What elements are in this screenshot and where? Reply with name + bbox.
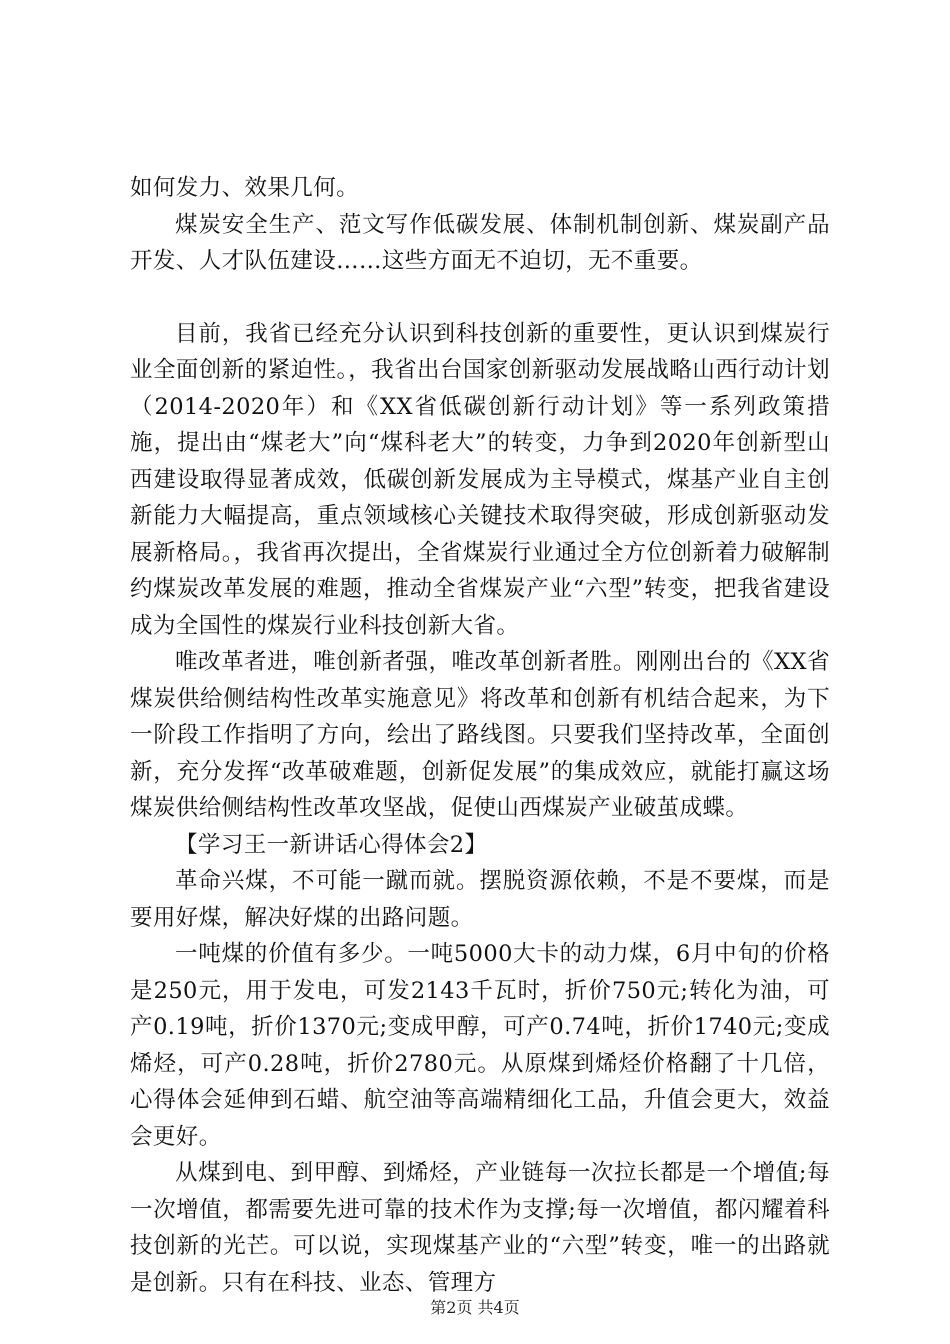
paragraph-3: 目前，我省已经充分认识到科技创新的重要性，更认识到煤炭行业全面创新的紧迫性。，我省出台国家创新驱动发展战略山西行动计划（2014-2020年）和《XX省低碳创新行动计划》等一系列政策措施，提出由“煤老大”向“煤科老大”的转变，力争到2020年创新型山西建设取得显著成效，低碳创新发展成为主导模式，煤基产业自主创新能力大幅提高，重点领域核心关键技术取得突破，形成创新驱动发展新格局。，我省再次提出，全省煤炭行业通过全方位创新着力破解制约煤炭改革发展的难题，推动全省煤炭产业“六型”转变，把我省建设成为全国性的煤炭行业科技创新大省。 [130, 320, 830, 639]
section-heading: 【学习王一新讲话心得体会2】 [175, 831, 488, 858]
paragraph-1: 如何发力、效果几何。 [130, 175, 360, 201]
paragraph-7: 从煤到电、到甲醇、到烯烃，产业链每一次拉长都是一个增值;每一次增值，都需要先进可靠的技术作为支撑;每一次增值，都闪耀着科技创新的光芒。可以说，实现煤基产业的“六型”转变，唯一的出路就是创新。只有在科技、业态、管理方 [130, 1160, 830, 1296]
page-number-footer: 第2页 共4页 [430, 1298, 520, 1317]
paragraph-6: 一吨煤的价值有多少。一吨5000大卡的动力煤，6月中旬的价格是250元，用于发电，可发2143千瓦时，折价750元;转化为油，可产0.19吨，折价1370元;变成甲醇，可产0.74吨，折价1740元;变成烯烃，可产0.28吨，折价2780元。从原煤到烯烃价格翻了十几倍，心得体会延伸到石蜡、航空油等高端精细化工品，升值会更大，效益会更好。 [130, 941, 830, 1150]
paragraph-2: 煤炭安全生产、范文写作低碳发展、体制机制创新、煤炭副产品开发、人才队伍建设……这些方面无不迫切，无不重要。 [130, 211, 830, 274]
paragraph-4: 唯改革者进，唯创新者强，唯改革创新者胜。刚刚出台的《XX省煤炭供给侧结构性改革实施意见》将改革和创新有机结合起来，为下一阶段工作指明了方向，绘出了路线图。只要我们坚持改革，全面创新，充分发挥“改革破难题，创新促发展”的集成效应，就能打赢这场煤炭供给侧结构性改革攻坚战，促使山西煤炭产业破茧成蝶。 [130, 649, 830, 821]
paragraph-5: 革命兴煤，不可能一蹴而就。摆脱资源依赖，不是不要煤，而是要用好煤，解决好煤的出路问题。 [130, 868, 830, 931]
paragraph-spacer [130, 280, 830, 316]
document-body [130, 170, 830, 1301]
